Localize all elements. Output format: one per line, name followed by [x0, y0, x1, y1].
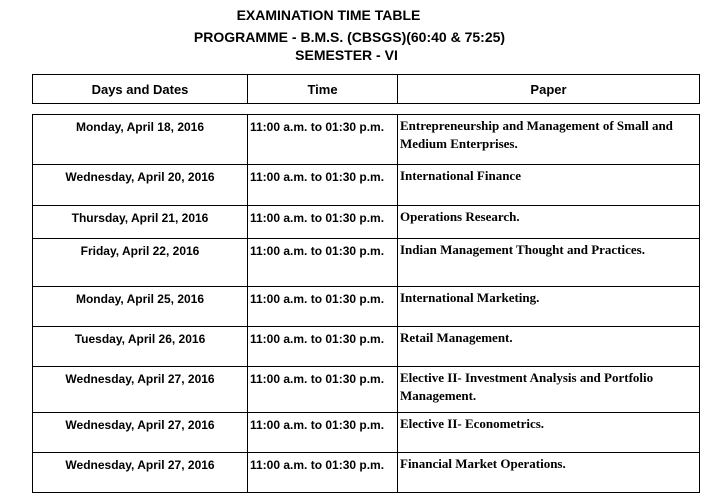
- exam-date: Friday, April 22, 2016: [33, 239, 248, 287]
- exam-time: 11:00 a.m. to 01:30 p.m.: [248, 287, 398, 327]
- table-row: [33, 453, 700, 493]
- table-spacer: [33, 104, 700, 115]
- exam-time: 11:00 a.m. to 01:30 p.m.: [248, 115, 398, 165]
- exam-time: 11:00 a.m. to 01:30 p.m.: [248, 413, 398, 453]
- programme-heading: PROGRAMME - B.M.S. (CBSGS)(60:40 & 75:25): [193, 29, 506, 45]
- exam-paper: International Finance: [398, 165, 700, 206]
- exam-date: Wednesday, April 20, 2016: [33, 165, 248, 206]
- exam-paper: Retail Management.: [398, 327, 700, 367]
- exam-paper: Operations Research.: [398, 206, 700, 239]
- exam-date: Tuesday, April 26, 2016: [33, 327, 248, 367]
- exam-date: Wednesday, April 27, 2016: [33, 453, 248, 493]
- exam-time: 11:00 a.m. to 01:30 p.m.: [248, 165, 398, 206]
- exam-paper: Indian Management Thought and Practices.: [398, 239, 700, 287]
- exam-paper: Elective II- Investment Analysis and Portfolio Management.: [398, 367, 700, 413]
- exam-time: 11:00 a.m. to 01:30 p.m.: [248, 453, 398, 493]
- table-row: [33, 206, 700, 239]
- exam-time: 11:00 a.m. to 01:30 p.m.: [248, 206, 398, 239]
- table-header-row: [33, 75, 700, 104]
- semester-heading: SEMESTER - VI: [295, 47, 398, 63]
- exam-paper: Entrepreneurship and Management of Small and Medium Enterprises.: [398, 115, 700, 165]
- exam-paper: Elective II- Econometrics.: [398, 413, 700, 453]
- exam-date: Thursday, April 21, 2016: [33, 206, 248, 239]
- exam-time: 11:00 a.m. to 01:30 p.m.: [248, 367, 398, 413]
- table-row: [33, 287, 700, 327]
- table-row: [33, 165, 700, 206]
- exam-date: Wednesday, April 27, 2016: [33, 367, 248, 413]
- document-title: EXAMINATION TIME TABLE: [236, 7, 421, 23]
- exam-paper: International Marketing.: [398, 287, 700, 327]
- table-row: [33, 327, 700, 367]
- table-row: [33, 413, 700, 453]
- table-row: [33, 367, 700, 413]
- exam-date: Monday, April 18, 2016: [33, 115, 248, 165]
- timetable: [32, 74, 700, 493]
- exam-time: 11:00 a.m. to 01:30 p.m.: [248, 239, 398, 287]
- table-row: [33, 239, 700, 287]
- exam-time: 11:00 a.m. to 01:30 p.m.: [248, 327, 398, 367]
- column-header-date: Days and Dates: [33, 75, 248, 104]
- exam-date: Wednesday, April 27, 2016: [33, 413, 248, 453]
- exam-paper: Financial Market Operations.: [398, 453, 700, 493]
- column-header-paper: Paper: [398, 75, 700, 104]
- column-header-time: Time: [248, 75, 398, 104]
- exam-date: Monday, April 25, 2016: [33, 287, 248, 327]
- table-row: [33, 115, 700, 165]
